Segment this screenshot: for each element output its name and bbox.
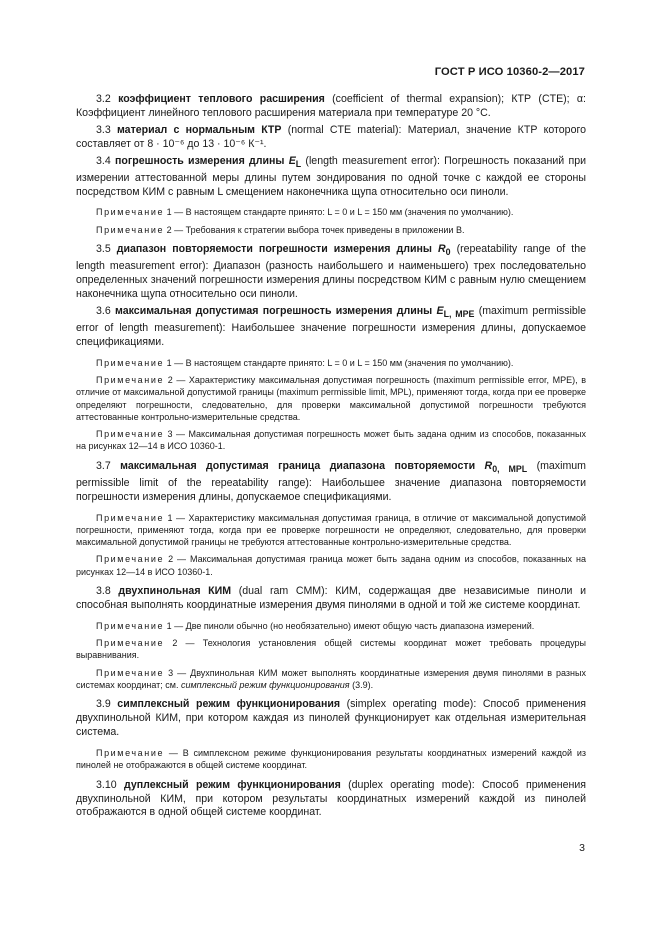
note-number: 3 (168, 667, 174, 678)
clause-number: 3.10 (96, 778, 117, 791)
term: коэффициент теплового расширения (118, 93, 325, 105)
note-text: — В симплексном режиме функционирования результаты координатных измерений каждой из пинолей не отображаются в общей системе координат. (76, 748, 586, 771)
definition: (dual ram CMM): КИМ, содержащая две независимые пиноли и способная выполнять координатные измерения двумя пинолями в одной и той же системе координат. (76, 585, 587, 611)
definition: (normal CTE material): Материал, значение КТР которого составляет от 8 · 10⁻⁶ до 13 · 10⁻⁶ К⁻¹. (76, 123, 586, 150)
note-3-8-1 (76, 620, 586, 632)
definition: (simplex operating mode): Способ применения двухпинольной КИМ, при котором каждая из пинолей функционирует как отдельная измерительная система. (76, 698, 586, 739)
clause-3-4 (76, 155, 586, 200)
term: материал с нормальным КТР (116, 123, 282, 136)
term: двухпинольная КИМ (118, 585, 232, 597)
note-text: — Характеристику максимальная допустимая граница, в отличие от максимальной допустимой погрешности, применяют тогда, когда при ее проверке погрешности не определяют, следовательно, для проверки максимальной допустимой границы не требуются аттестованные контрольно-измерительные средства. (76, 512, 586, 548)
note-label: Примечание (96, 667, 165, 678)
clause-3-7 (76, 460, 586, 505)
note-label: Примечание (96, 554, 165, 565)
note-3-6-1 (76, 357, 586, 369)
term: диапазон повторяемости погрешности измерения длины (116, 243, 432, 256)
clause-3-6 (76, 305, 586, 350)
definition: (repeatability range of the length measurement error): Диапазон (разность наибольшего и наименьшего) трех последовательно определенных значений погрешности измерения длины посредством КИМ с равным нулю смещением наконечника щупа относительно оси пиноли. (76, 243, 586, 300)
note-text: — Технология установления общей системы координат может требовать процедуры выравнивания. (76, 638, 586, 661)
note-number: 2 (166, 224, 172, 235)
note-3-9 (76, 747, 586, 772)
note-text: — В настоящем стандарте принято: L = 0 и L = 150 мм (значения по умолчанию). (171, 357, 514, 368)
note-number: 1 (166, 357, 172, 368)
note-number: 1 (166, 207, 172, 218)
symbol-subscript: L, MPE (443, 308, 475, 319)
term: дуплексный режим функционирования (123, 778, 341, 791)
note-text: — Требования к стратегии выбора точек приведены в приложении В. (171, 224, 465, 235)
definition: (maximum permissible error of length measurement): Наибольшее значение погрешности измерения длины, допускаемое спецификациями. (76, 304, 586, 348)
note-number: 2 (172, 638, 178, 649)
note-label: Примечание (96, 748, 165, 759)
note-3-8-2 (76, 637, 586, 662)
clause-number: 3.3 (96, 123, 111, 136)
definition: (length measurement error): Погрешность показаний при измерении аттестованной меры длины путем зондирования по одной точке с каждой ее стороны посредством КИМ с равным L смещением наконечника щупа относительно оси пиноли. (76, 154, 587, 198)
page-content (76, 93, 586, 823)
clause-3-9 (76, 698, 586, 740)
clause-3-8 (76, 585, 586, 613)
symbol: R (437, 243, 446, 256)
note-3-7-1 (76, 512, 586, 549)
note-3-8-3 (76, 667, 586, 692)
note-number: 2 (167, 374, 173, 385)
note-text: — В настоящем стандарте принято: L = 0 и L = 150 мм (значения по умолчанию). (171, 207, 514, 218)
note-label: Примечание (96, 207, 165, 218)
term: максимальная допустимая граница диапазона повторяемости (120, 459, 476, 472)
note-3-6-3 (76, 428, 586, 453)
note-number: 3 (167, 429, 173, 440)
note-text: — Две пиноли обычно (но необязательно) имеют общую часть диапазона измерений. (171, 620, 535, 631)
note-3-4-1 (76, 206, 586, 218)
note-label: Примечание (96, 429, 165, 440)
term: симплексный режим функционирования (117, 698, 341, 711)
clause-number: 3.5 (96, 243, 111, 256)
note-number: 2 (168, 554, 174, 565)
symbol-subscript: L (295, 158, 302, 169)
note-term-reference: симплексный режим функционирования (180, 680, 350, 690)
definition: (coefficient of thermal expansion); КТР (CTE); α: Коэффициент линейного теплового расширения материала при температуре 20 °C. (76, 93, 586, 119)
definition: (duplex operating mode): Способ применения двухпинольной КИМ, при котором результаты координатных измерений каждой из пинолей отображаются в одной общей системе координат. (76, 778, 586, 819)
clause-number: 3.2 (96, 93, 111, 105)
clause-3-2 (76, 93, 586, 121)
clause-3-3 (76, 124, 586, 152)
symbol: E (288, 154, 296, 167)
symbol-subscript: 0, MPL (492, 463, 528, 474)
note-text: — Максимальная допустимая погрешность может быть задана одним из способов, показанных на рисунках 12—14 в ИСО 10360-1. (76, 429, 586, 452)
note-label: Примечание (96, 620, 165, 631)
term: максимальная допустимая погрешность измерения длины (115, 304, 433, 317)
clause-number: 3.6 (96, 304, 111, 317)
note-text: — Максимальная допустимая граница может быть задана одним из способов, показанных на рисунках 12—14 в ИСО 10360-1. (76, 554, 586, 577)
symbol: R (484, 459, 493, 472)
clause-number: 3.9 (96, 698, 111, 711)
term: погрешность измерения длины (115, 154, 285, 167)
note-text-end: (3.9). (349, 680, 374, 690)
clause-3-10 (76, 779, 586, 821)
note-label: Примечание (96, 638, 165, 649)
clause-number: 3.7 (96, 459, 111, 472)
clause-number: 3.4 (96, 154, 111, 167)
symbol: E (436, 304, 444, 317)
page-header: ГОСТ Р ИСО 10360-2—2017 (434, 66, 585, 78)
note-number: 1 (166, 620, 172, 631)
note-number: 1 (167, 512, 173, 523)
page-number: 3 (579, 842, 585, 854)
note-label: Примечание (96, 357, 165, 368)
clause-number: 3.8 (96, 585, 111, 597)
definition: (maximum permissible limit of the repeatability range): Наибольшее значение диапазона повторяемости погрешности измерения длины, допускаемое спецификациями. (76, 459, 587, 503)
note-3-7-2 (76, 553, 586, 578)
note-3-4-2 (76, 224, 586, 236)
note-label: Примечание (96, 224, 165, 235)
note-text: — Характеристику максимальная допустимая погрешность (maximum permissible error, MPE), в отличие от максимальной допустимой границы (maximum permissible limit, MPL), применяют тогда, когда при ее проверке определяют погрешности, следовательно, для проверки максимальной допустимой погрешности требуются аттестованные контрольно-измерительные средства. (76, 374, 586, 422)
note-label: Примечание (96, 512, 165, 523)
symbol-subscript: 0 (445, 247, 451, 258)
note-text: — Двухпинольная КИМ может выполнять координатные измерения двумя пинолями в разных системах координат; см. (76, 667, 586, 690)
clause-3-5 (76, 243, 586, 302)
note-label: Примечание (96, 374, 165, 385)
note-3-6-2 (76, 374, 586, 423)
